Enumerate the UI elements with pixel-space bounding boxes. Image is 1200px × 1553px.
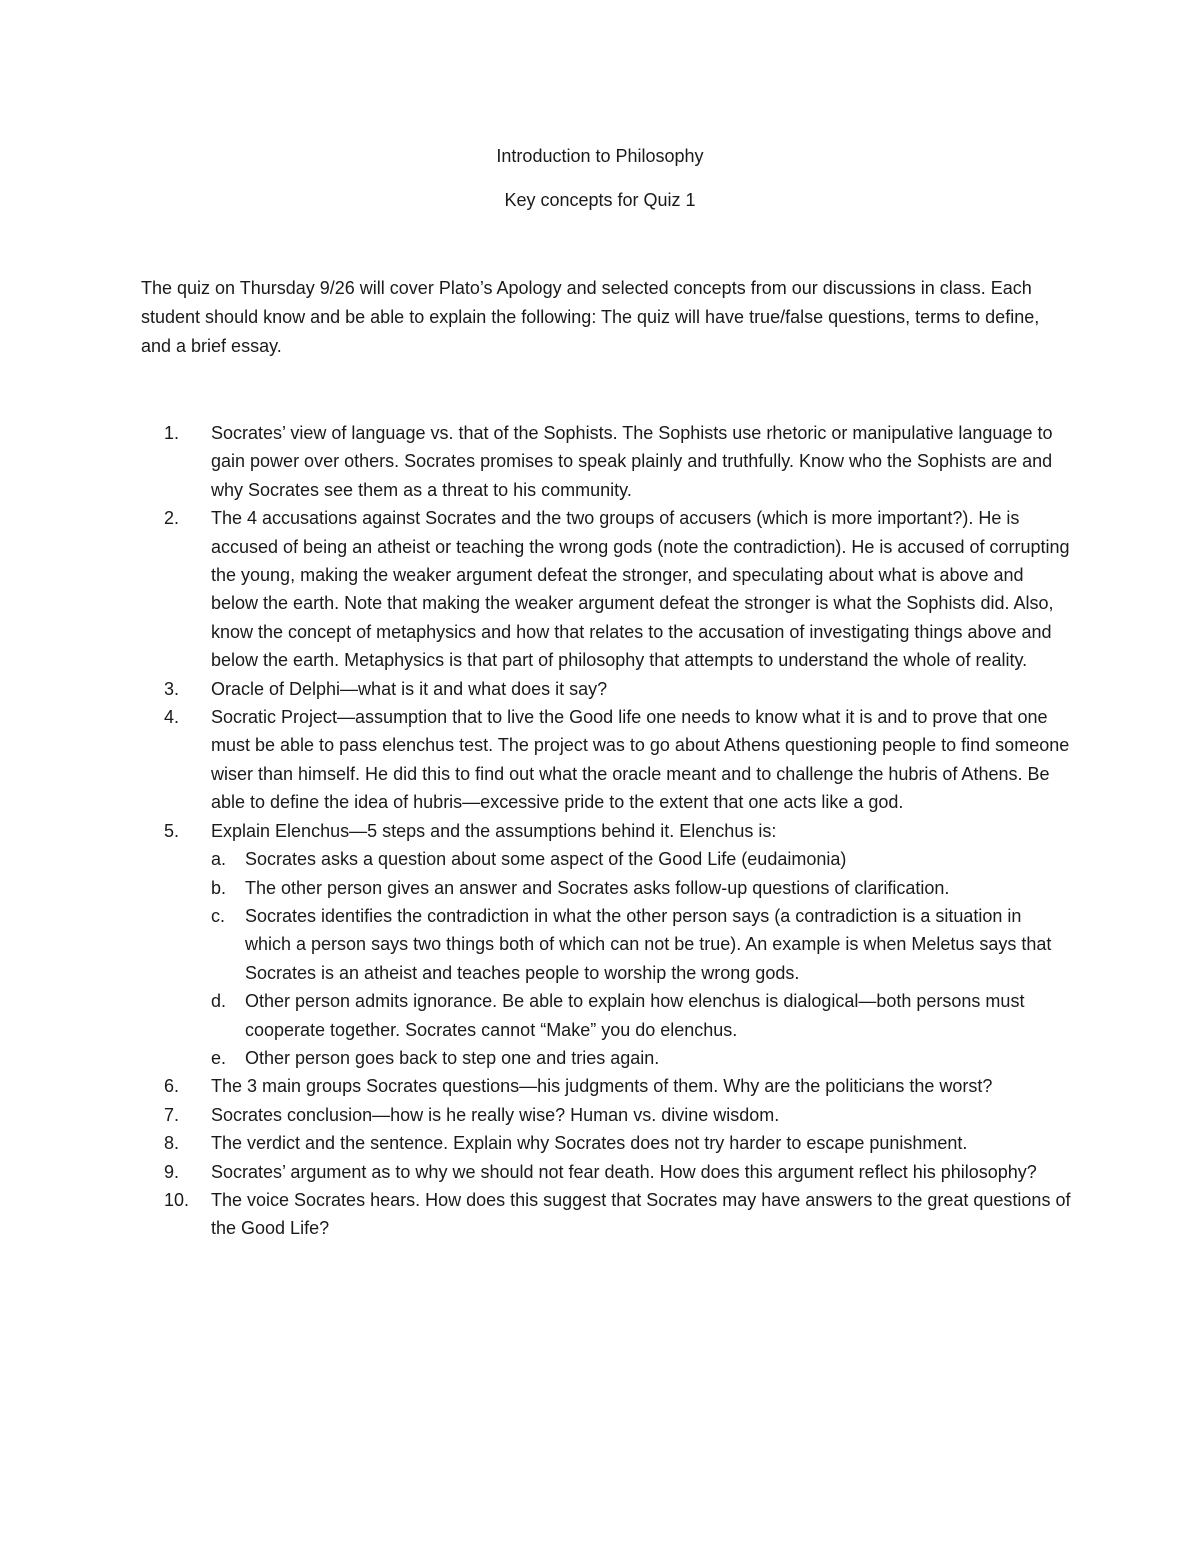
sub-list-item <box>211 845 1071 873</box>
sub-item-text: Other person admits ignorance. Be able to explain how elenchus is dialogical—both persons must cooperate together. Socrates cannot “Make” you do elenchus. <box>245 991 1025 1040</box>
list-item <box>164 1072 1071 1100</box>
item-number: 9. <box>164 1161 180 1182</box>
sub-item-text: Other person goes back to step one and tries again. <box>245 1047 660 1068</box>
sub-list-item <box>211 987 1071 1044</box>
list-item <box>164 1186 1071 1243</box>
item-text: The voice Socrates hears. How does this suggest that Socrates may have answers to the great questions of the Good Life? <box>211 1189 1071 1239</box>
sub-item-text: The other person gives an answer and Socrates asks follow-up questions of clarification. <box>245 877 950 898</box>
item-text: The 3 main groups Socrates questions—his judgments of them. Why are the politicians the worst? <box>211 1076 993 1097</box>
list-item <box>164 504 1071 674</box>
document-title: Introduction to Philosophy <box>496 146 704 166</box>
sub-item-text: Socrates identifies the contradiction in what the other person says (a contradiction is a situation in which a person says two things both of which can not be true). An example is when Meletus says that Socrates is an atheist and teaches people to worship the wrong gods. <box>245 905 1052 983</box>
sub-item-letter: e. <box>211 1047 227 1068</box>
item-text: Explain Elenchus—5 steps and the assumptions behind it. Elenchus is: <box>211 820 777 841</box>
item-number: 8. <box>164 1133 180 1154</box>
elenchus-steps <box>211 845 1071 1072</box>
item-text: Socrates conclusion—how is he really wise? Human vs. divine wisdom. <box>211 1104 780 1125</box>
concept-list <box>164 419 1071 1243</box>
list-item <box>164 1101 1071 1129</box>
document-subtitle: Key concepts for Quiz 1 <box>504 190 696 210</box>
item-number: 4. <box>164 707 180 728</box>
item-text: Socratic Project—assumption that to live the Good life one needs to know what it is and to prove that one must be able to pass elenchus test. The project was to go about Athens questioning people to find someone wiser than himself. He did this to find out what the oracle meant and to challenge the hubris of Athens. Be able to define the idea of hubris—excessive pride to the extent that one acts like a god. <box>211 707 1070 813</box>
sub-item-letter: d. <box>211 991 227 1012</box>
item-text: Socrates’ argument as to why we should not fear death. How does this argument reflect his philosophy? <box>211 1161 1037 1182</box>
list-item <box>164 1158 1071 1186</box>
list-item <box>164 817 1071 1073</box>
item-text: Socrates’ view of language vs. that of the Sophists. The Sophists use rhetoric or manipulative language to gain power over others. Socrates promises to speak plainly and truthfully. Know who the Sophists are and why Socrates see them as a threat to his community. <box>211 423 1053 500</box>
list-item <box>164 675 1071 703</box>
sub-item-letter: b. <box>211 877 227 898</box>
intro-paragraph: The quiz on Thursday 9/26 will cover Plato’s Apology and selected concepts from our discussions in class. Each student should know and be able to explain the following: The quiz will have true/false questions, terms to define, and a brief essay. <box>141 278 1040 356</box>
list-item <box>164 1129 1071 1157</box>
sub-list-item <box>211 902 1071 987</box>
sub-item-letter: a. <box>211 849 227 870</box>
item-text: The verdict and the sentence. Explain why Socrates does not try harder to escape punishment. <box>211 1133 968 1154</box>
sub-list-item <box>211 1044 1071 1072</box>
item-number: 5. <box>164 820 180 841</box>
list-item <box>164 703 1071 817</box>
item-number: 3. <box>164 678 180 699</box>
sub-item-letter: c. <box>211 905 226 926</box>
item-text: The 4 accusations against Socrates and the two groups of accusers (which is more important?). He is accused of being an atheist or teaching the wrong gods (note the contradiction). He is accused of corrupting the young, making the weaker argument defeat the stronger, and speculating about what is above and below the earth. Note that making the weaker argument defeat the stronger is what the Sophists did. Also, know the concept of metaphysics and how that relates to the accusation of investigating things above and below the earth. Metaphysics is that part of philosophy that attempts to understand the whole of reality. <box>211 508 1070 671</box>
sub-list-item <box>211 874 1071 902</box>
item-number: 1. <box>164 423 180 443</box>
list-item <box>164 419 1071 504</box>
item-number: 10. <box>164 1189 190 1210</box>
item-number: 6. <box>164 1076 180 1097</box>
item-number: 7. <box>164 1104 180 1125</box>
item-number: 2. <box>164 508 180 529</box>
item-text: Oracle of Delphi—what is it and what does it say? <box>211 678 608 699</box>
sub-item-text: Socrates asks a question about some aspect of the Good Life (eudaimonia) <box>245 849 847 870</box>
